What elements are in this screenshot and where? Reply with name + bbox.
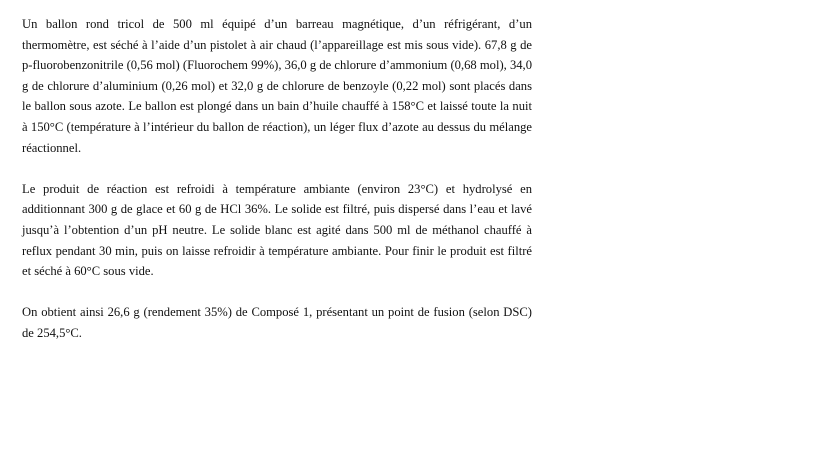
paragraph-result: On obtient ainsi 26,6 g (rendement 35%) de Composé 1, présentant un point de fusion (selon DSC) de 254,5°C.: [22, 305, 532, 340]
paragraph-setup: Un ballon rond tricol de 500 ml équipé d’un barreau magnétique, d’un réfrigérant, d’un thermomètre, est séché à l’aide d’un pistolet à air chaud (l’appareillage est mis sous vide). 67,8 g de p-fluorobenzonitrile (0,56 mol) (Fluorochem 99%), 36,0 g de chlorure d’ammonium (0,68 mol), 34,0 g de chlorure d’aluminium (0,26 mol) et 32,0 g de chlorure de benzoyle (0,22 mol) sont placés dans le ballon sous azote. Le ballon est plongé dans un bain d’huile chauffé à 158°C et laissé toute la nuit à 150°C (température à l’intérieur du ballon de réaction), un léger flux d’azote au dessus du mélange réactionnel.: [22, 17, 532, 155]
document-body: [22, 14, 532, 344]
paragraph-workup: Le produit de réaction est refroidi à température ambiante (environ 23°C) et hydrolysé en additionnant 300 g de glace et 60 g de HCl 36%. Le solide est filtré, puis dispersé dans l’eau et lavé jusqu’à l’obtention d’un pH neutre. Le solide blanc est agité dans 500 ml de méthanol chauffé à reflux pendant 30 min, puis on laisse refroidir à température ambiante. Pour finir le produit est filtré et séché à 60°C sous vide.: [22, 181, 532, 279]
